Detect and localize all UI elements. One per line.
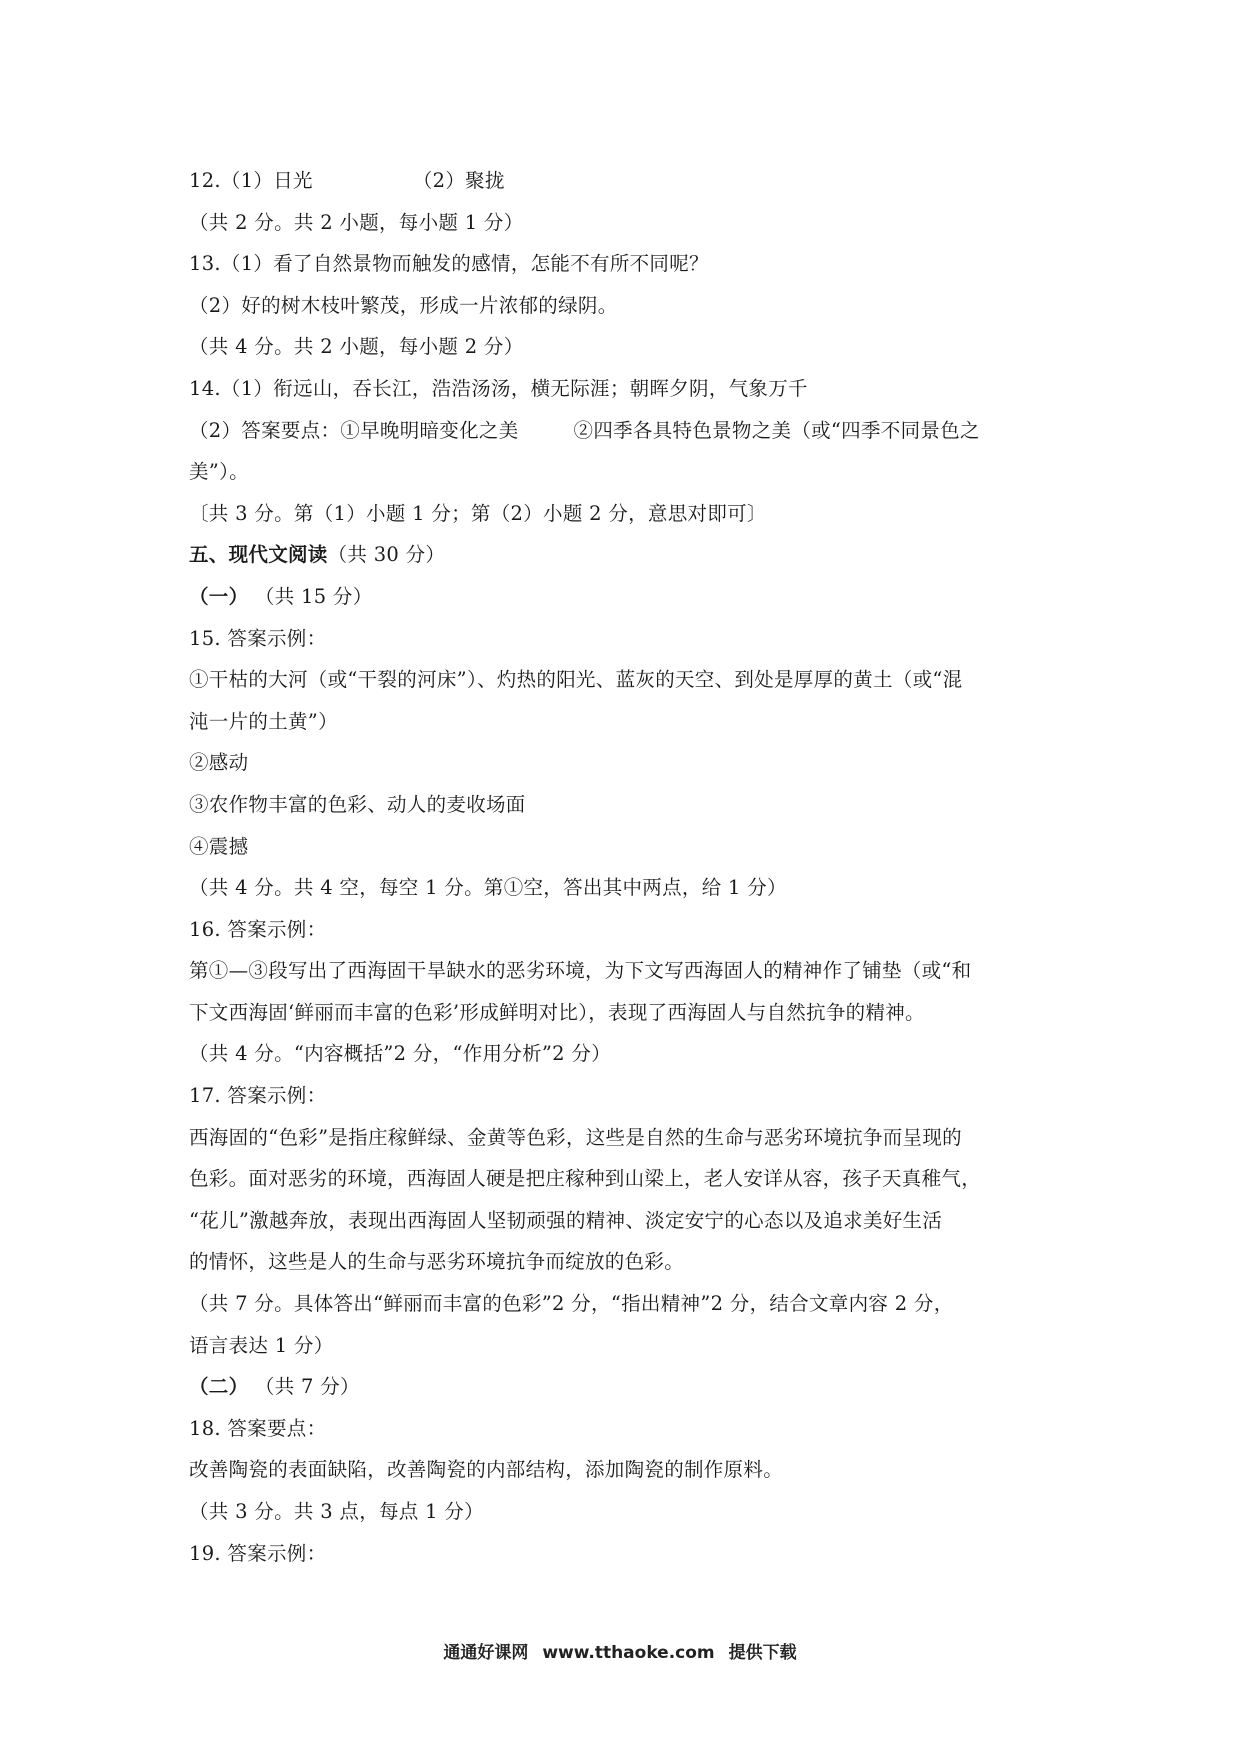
answer-16-label: 16. 答案示例： [189, 917, 327, 941]
answer-16-text-1: 第①—③段写出了西海固干旱缺水的恶劣环境，为下文写西海固人的精神作了铺垫（或“和 [189, 959, 972, 983]
answer-17-text-3: “花儿”激越奔放，表现出西海固人坚韧顽强的精神、淡定安宁的心态以及追求美好生活 [189, 1208, 943, 1232]
answer-key-body [189, 160, 1059, 1574]
subsection-one-heading [189, 576, 1059, 618]
answer-19-label: 19. 答案示例： [189, 1541, 327, 1565]
answer-17-label: 17. 答案示例： [189, 1084, 327, 1108]
answer-12 [189, 160, 1059, 202]
subsection-two-points: （共 7 分） [254, 1375, 360, 1399]
answer-18-scoring: （共 3 分。共 3 点，每点 1 分） [189, 1500, 484, 1523]
answer-13-part1: 13.（1）看了自然景物而触发的感情，怎能不有所不同呢？ [189, 252, 709, 276]
footer-suffix: 提供下载 [728, 1643, 797, 1663]
section-five-heading [189, 534, 1059, 576]
page-footer [0, 1638, 1240, 1663]
answer-14-scoring: 〔共 3 分。第（1）小题 1 分；第（2）小题 2 分，意思对即可〕 [189, 501, 767, 525]
answer-17-text-2: 色彩。面对恶劣的环境，西海固人硬是把庄稼种到山梁上，老人安详从容，孩子天真稚气， [189, 1167, 982, 1191]
answer-16-scoring: （共 4 分。“内容概括”2 分，“作用分析”2 分） [189, 1042, 611, 1066]
answer-15-item4: ④震撼 [189, 834, 249, 858]
answer-12-scoring: （共 2 分。共 2 小题，每小题 1 分） [189, 210, 524, 234]
subsection-two-title: （二） [189, 1375, 249, 1399]
answer-17-scoring-2: 语言表达 1 分） [189, 1333, 334, 1357]
answer-12-part1: 12.（1）日光 [189, 169, 313, 192]
answer-18-label: 18. 答案要点： [189, 1416, 327, 1440]
answer-15-item3: ③农作物丰富的色彩、动人的麦收场面 [189, 792, 526, 816]
answer-15-label: 15. 答案示例： [189, 626, 327, 650]
answer-17-scoring-1: （共 7 分。具体答出“鲜丽而丰富的色彩”2 分，“指出精神”2 分，结合文章内容 2 分， [189, 1292, 954, 1316]
answer-14-part1: 14.（1）衔远山，吞长江，浩浩汤汤，横无际涯；朝晖夕阴，气象万千 [189, 376, 808, 400]
answer-12-part2: （2）聚拢 [412, 169, 505, 192]
answer-13-scoring: （共 4 分。共 2 小题，每小题 2 分） [189, 335, 524, 359]
answer-18-text: 改善陶瓷的表面缺陷，改善陶瓷的内部结构，添加陶瓷的制作原料。 [189, 1458, 784, 1482]
answer-15-scoring: （共 4 分。共 4 空，每空 1 分。第①空，答出其中两点，给 1 分） [189, 876, 787, 900]
answer-16-text-2: 下文西海固‘鲜丽而丰富的色彩’形成鲜明对比），表现了西海固人与自然抗争的精神。 [189, 1000, 925, 1024]
answer-17-text-4: 的情怀，这些是人的生命与恶劣环境抗争而绽放的色彩。 [189, 1250, 685, 1274]
answer-15-item2: ②感动 [189, 751, 249, 775]
subsection-one-points: （共 15 分） [254, 584, 373, 608]
footer-site-name: 通通好课网 [443, 1643, 529, 1663]
section-five-title: 五、现代文阅读 [189, 543, 328, 567]
answer-17-text-1: 西海固的“色彩”是指庄稼鲜绿、金黄等色彩，这些是自然的生命与恶劣环境抗争而呈现的 [189, 1125, 962, 1149]
subsection-one-title: （一） [189, 584, 249, 608]
answer-13-part2: （2）好的树木枝叶繁茂，形成一片浓郁的绿阴。 [189, 293, 618, 317]
section-five-points: （共 30 分） [327, 543, 446, 567]
answer-15-item1: ①干枯的大河（或“干裂的河床”）、灼热的阳光、蓝灰的天空、到处是厚厚的黄土（或“混 [189, 668, 963, 692]
answer-14-part2: （2）答案要点：①早晚明暗变化之美 ②四季各具特色景物之美（或“四季不同景色之 [189, 418, 980, 442]
answer-15-item1-cont: 沌一片的土黄”） [189, 709, 338, 733]
subsection-two-heading [189, 1366, 1059, 1408]
answer-14-part2-cont: 美”）。 [189, 460, 249, 484]
footer-url[interactable]: www.tthaoke.com [542, 1643, 715, 1663]
